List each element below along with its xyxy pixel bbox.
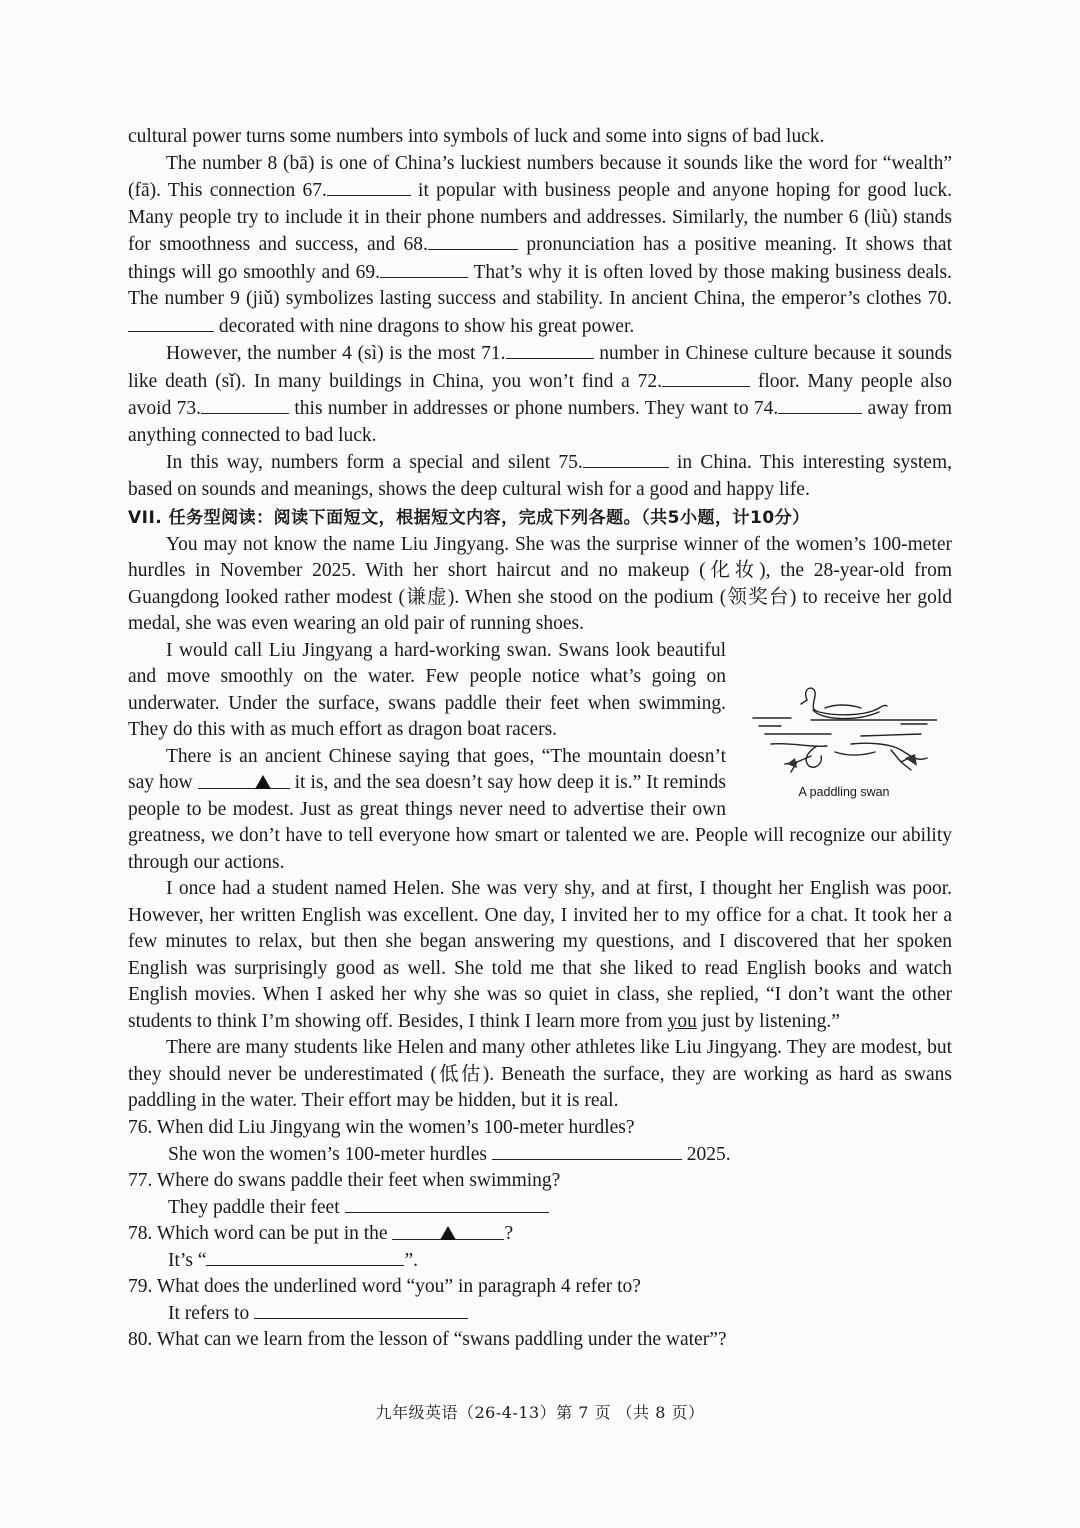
question-78-triangle-blank xyxy=(392,1221,504,1240)
underlined-word-you: you xyxy=(667,1010,697,1032)
swan-figure xyxy=(736,680,952,799)
blank-72[interactable] xyxy=(662,368,750,387)
blank-69[interactable] xyxy=(380,259,468,278)
answer-76-blank[interactable] xyxy=(492,1141,682,1160)
paddling-swan-image xyxy=(751,680,937,780)
passage-b-paragraph-3: There is an ancient Chinese saying that goes, “The mountain doesn’t say how it is, and the sea doesn’t say how deep it is.” It reminds people to be modest. Just as great things never need to advertise their own greatness, we don’t have to tell everyone how smart or talented we are. People will recognize our ability through our actions. xyxy=(128,745,952,873)
passage-a-paragraph-3: In this way, numbers form a special and silent 75. in China. This interesting system, based on sounds and meanings, shows the deep cultural wish for a good and happy life. xyxy=(128,449,952,503)
passage-a-line0: cultural power turns some numbers into symbols of luck and some into signs of bad luck. xyxy=(128,126,825,147)
page-footer: 九年级英语（26-4-13）第 7 页 （共 8 页） xyxy=(375,1403,705,1422)
answer-77-blank[interactable] xyxy=(345,1194,549,1213)
blank-75[interactable] xyxy=(583,449,669,468)
answer-79-blank[interactable] xyxy=(254,1300,468,1319)
answer-78-blank[interactable] xyxy=(206,1247,404,1266)
blank-71[interactable] xyxy=(506,340,594,359)
passage-a-paragraph-2: However, the number 4 (sì) is the most 71. number in Chinese culture because it sounds like death (sǐ). In many buildings in China, you won’t find a 72. floor. Many people also avoid 73. this number in addresses or phone numbers. They want to 74. away from anything connected to bad luck. xyxy=(128,340,952,449)
blank-74[interactable] xyxy=(778,395,862,414)
answer-79: It refers to xyxy=(128,1300,952,1327)
passage-b-paragraph-5: There are many students like Helen and many other athletes like Liu Jingyang. They are modest, but they should never be underestimated (低估). Beneath the surface, they are working as hard as swans paddling in the water. Their effort may be hidden, but it is real. xyxy=(128,1037,952,1111)
section-7-heading: VII. 任务型阅读：阅读下面短文，根据短文内容，完成下列各题。（共5小题，计10分） xyxy=(128,508,810,528)
blank-67[interactable] xyxy=(327,177,411,196)
passage-b-paragraph-2: I would call Liu Jingyang a hard-working swan. Swans look beautiful and move smoothly on the water. Few people notice what’s going on underwater. Under the surface, swans paddle their feet when swimming. They do this with as much effort as dragon boat racers. xyxy=(128,639,726,740)
answer-78: It’s “ ”. xyxy=(128,1247,952,1274)
passage-a-paragraph-1: The number 8 (bā) is one of China’s luckiest numbers because it sounds like the word for “wealth” (fā). This connection 67. it popular with business people and anyone hoping for good luck. Many people try to include it in their phone numbers and addresses. Similarly, the number 6 (liù) stands for smoothness and success, and 68. pronunciation has a positive meaning. It shows that things will go smoothly and 69. That’s why it is often loved by those making business deals. The number 9 (jiǔ) symbolizes lasting success and stability. In ancient China, the emperor’s clothes 70. decorated with nine dragons to show his great power. xyxy=(128,152,952,337)
question-76: 76. When did Liu Jingyang win the women’s 100-meter hurdles? xyxy=(128,1116,635,1138)
passage-b-paragraph-1: You may not know the name Liu Jingyang. She was the surprise winner of the women’s 100-meter hurdles in November 2025. With her short haircut and no makeup (化妆), the 28-year-old from Guangdong looked rather modest (谦虚). When she stood on the podium (领奖台) to receive her gold medal, she was even wearing an old pair of running shoes. xyxy=(128,533,952,634)
answer-76: She won the women’s 100-meter hurdles 2025. xyxy=(128,1141,952,1168)
figure-caption: A paddling swan xyxy=(798,784,890,799)
question-list xyxy=(128,1115,952,1353)
triangle-icon xyxy=(255,775,271,789)
question-77: 77. Where do swans paddle their feet when swimming? xyxy=(128,1169,561,1191)
question-80: 80. What can we learn from the lesson of “swans paddling under the water”? xyxy=(128,1328,727,1350)
question-78: 78. Which word can be put in the ? xyxy=(128,1222,514,1244)
triangle-icon xyxy=(440,1226,456,1240)
passage-b-paragraph-4: I once had a student named Helen. She was very shy, and at first, I thought her English was poor. However, her written English was excellent. One day, I invited her to my office for a chat. It took her a few minutes to relax, but then she began answering my questions, and I discovered that her spoken English was surprisingly good as well. She told me that she liked to read English books and watch English movies. When I asked her why she was so quiet in class, she replied, “I don’t want the other students to think I’m showing off. Besides, I think I learn more from you just by listening.” xyxy=(128,878,952,1032)
question-79: 79. What does the underlined word “you” in paragraph 4 refer to? xyxy=(128,1275,641,1297)
blank-triangle[interactable] xyxy=(198,770,290,789)
blank-73[interactable] xyxy=(201,395,289,414)
blank-68[interactable] xyxy=(428,231,518,250)
blank-70[interactable] xyxy=(128,313,214,332)
answer-77: They paddle their feet xyxy=(128,1194,952,1221)
